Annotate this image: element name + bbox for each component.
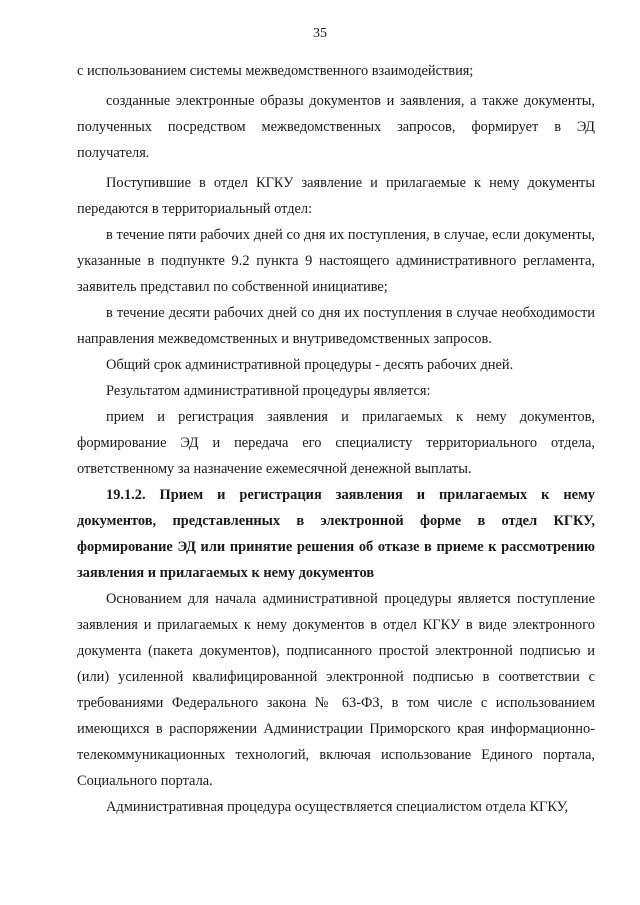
- paragraph-five-days: в течение пяти рабочих дней со дня их поступления, в случае, если документы, указанные в подпункте 9.2 пункта 9 настоящего административного регламента, заявитель представил по собственной инициативе;: [77, 227, 595, 295]
- section-heading-19-1-2: 19.1.2. Прием и регистрация заявления и прилагаемых к нему документов, представленных в электронной форме в отдел КГКУ, формирование ЭД или принятие решения об отказе в приеме к рассмотрению заявления и прилагаемых к нему документов: [77, 487, 595, 581]
- paragraph-basis: Основанием для начала административной процедуры является поступление заявления и прилагаемых к нему документов в отдел КГКУ в виде электронного документа (пакета документов), подписанного простой электронной подписью и (или) усиленной квалифицированной электронной подписью в соответствии с требованиями Федерального закона № 63-ФЗ, в том числе с использованием имеющихся в распоряжении Администрации Приморского края информационно-телекоммуникационных технологий, включая использование Единого портала, Социального портала.: [77, 591, 595, 789]
- page-number: 35: [313, 26, 327, 41]
- paragraph-ten-days: в течение десяти рабочих дней со дня их поступления в случае необходимости направления межведомственных и внутриведомственных запросов.: [77, 305, 595, 347]
- paragraph-result: прием и регистрация заявления и прилагаемых к нему документов, формирование ЭД и передача его специалисту территориального отдела, ответственному за назначение ежемесячной денежной выплаты.: [77, 409, 595, 477]
- paragraph-electronic-images: созданные электронные образы документов и заявления, а также документы, полученных посредством межведомственных запросов, формирует в ЭД получателя.: [77, 93, 595, 161]
- paragraph-procedure-performer: Административная процедура осуществляется специалистом отдела КГКУ,: [106, 799, 569, 815]
- paragraph-total-term: Общий срок административной процедуры - десять рабочих дней.: [106, 357, 514, 373]
- paragraph-transfer-documents: Поступившие в отдел КГКУ заявление и прилагаемые к нему документы передаются в территориальный отдел:: [77, 175, 595, 217]
- document-body: [77, 58, 595, 820]
- paragraph-result-heading: Результатом административной процедуры является:: [106, 383, 431, 399]
- paragraph-continuation: с использованием системы межведомственного взаимодействия;: [77, 63, 474, 79]
